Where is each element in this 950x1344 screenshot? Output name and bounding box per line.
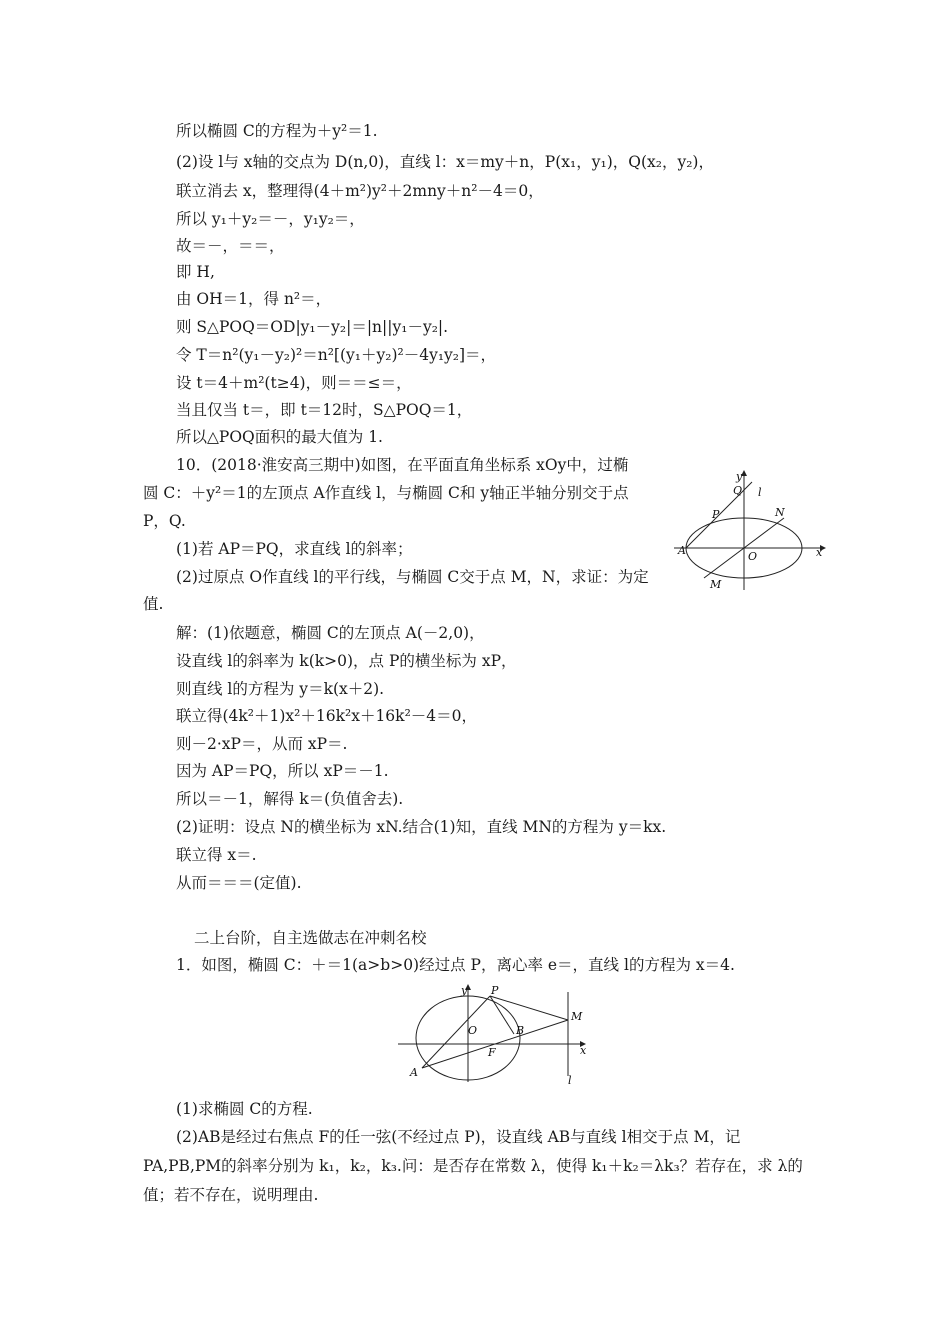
- text-line: 当且仅当 t＝，即 t＝12时，S△POQ＝1，: [176, 401, 473, 419]
- text-line: 解：(1)依题意，椭圆 C的左顶点 A(－2,0)，: [176, 624, 485, 642]
- problem-1-statement: 1．如图，椭圆 C：＋＝1(a>b>0)经过点 P，离心率 e＝，直线 l的方程为 x＝4.: [176, 956, 735, 974]
- text-line: P，Q.: [143, 512, 186, 530]
- text-line: (2)过原点 O作直线 l的平行线，与椭圆 C交于点 M，N，求证：为定: [176, 568, 649, 586]
- text-line: 所以椭圆 C的方程为＋y²＝1.: [176, 122, 378, 140]
- text-line: 由 OH＝1，得 n²＝，: [176, 290, 332, 308]
- label-m: M: [710, 578, 722, 591]
- text-line: 值；若不存在，说明理由.: [143, 1186, 319, 1204]
- label-n: N: [775, 506, 785, 519]
- label-p: P: [491, 984, 499, 997]
- label-o: O: [748, 550, 758, 563]
- text-line: 联立消去 x，整理得(4＋m²)y²＋2mny＋n²－4＝0，: [176, 182, 544, 200]
- text-line: 所以△POQ面积的最大值为 1.: [176, 428, 383, 446]
- label-m: M: [571, 1010, 583, 1023]
- text-line: 因为 AP＝PQ，所以 xP＝－1.: [176, 762, 389, 780]
- text-line: (2)设 l与 x轴的交点为 D(n,0)，直线 l：x＝my＋n，P(x₁，y₁)，Q(x₂，y₂)，: [176, 153, 714, 171]
- label-l: l: [568, 1074, 572, 1086]
- label-x: x: [580, 1044, 587, 1057]
- text-line: (2)证明：设点 N的横坐标为 xN.结合(1)知，直线 MN的方程为 y＝kx.: [176, 818, 667, 836]
- segment-pb: [490, 996, 514, 1034]
- label-f: F: [488, 1046, 496, 1059]
- label-l: l: [758, 486, 762, 499]
- problem-10-statement: 10．(2018·淮安高三期中)如图，在平面直角坐标系 xOy中，过椭: [176, 456, 629, 474]
- figure-ellipse-1: [674, 468, 844, 594]
- text-line: (2)AB是经过右焦点 F的任一弦(不经过点 P)，设直线 AB与直线 l相交于点 M，记: [176, 1128, 741, 1146]
- text-line: (1)求椭圆 C的方程.: [176, 1100, 313, 1118]
- text-line: 故＝－，＝＝，: [176, 237, 285, 255]
- label-y: y: [736, 470, 743, 483]
- text-line: 圆 C：＋y²＝1的左顶点 A作直线 l，与椭圆 C和 y轴正半轴分别交于点: [143, 484, 629, 502]
- label-b: B: [516, 1024, 525, 1037]
- label-x: x: [816, 546, 823, 559]
- text-line: 即 H,: [176, 263, 215, 281]
- text-line: PA,PB,PM的斜率分别为 k₁，k₂，k₃.问：是否存在常数 λ，使得 k₁＋k₂＝λk₃？若存在，求 λ的: [143, 1157, 803, 1175]
- text-line: 则直线 l的方程为 y＝k(x＋2).: [176, 680, 385, 698]
- text-line: 令 T＝n²(y₁－y₂)²＝n²[(y₁＋y₂)²－4y₁y₂]＝，: [176, 346, 497, 364]
- section-heading: 二上台阶，自主选做志在冲刺名校: [194, 929, 427, 947]
- label-o: O: [468, 1024, 478, 1037]
- text-line: 联立得(4k²＋1)x²＋16k²x＋16k²－4＝0，: [176, 707, 478, 725]
- text-line: 所以＝－1，解得 k＝(负值舍去).: [176, 790, 404, 808]
- text-line: (1)若 AP＝PQ，求直线 l的斜率；: [176, 540, 413, 558]
- label-a: A: [410, 1066, 418, 1079]
- text-line: 联立得 x＝.: [176, 846, 257, 864]
- text-line: 所以 y₁＋y₂＝－，y₁y₂＝，: [176, 210, 365, 228]
- text-line: 则 S△POQ＝OD|y₁－y₂|＝|n||y₁－y₂|.: [176, 318, 449, 336]
- label-p: P: [712, 508, 720, 521]
- text-line: 设 t＝4＋m²(t≥4)，则＝＝≤＝，: [176, 374, 412, 392]
- label-q: Q: [733, 484, 743, 497]
- text-line: 则－2·xP＝，从而 xP＝.: [176, 735, 348, 753]
- text-line: 从而＝＝＝(定值).: [176, 874, 302, 892]
- figure-ellipse-2: [398, 982, 594, 1086]
- text-line: 值.: [143, 595, 164, 613]
- segment-pm: [490, 996, 568, 1020]
- label-y: y: [461, 984, 468, 997]
- label-a: A: [678, 544, 686, 557]
- text-line: 设直线 l的斜率为 k(k>0)，点 P的横坐标为 xP，: [176, 652, 517, 670]
